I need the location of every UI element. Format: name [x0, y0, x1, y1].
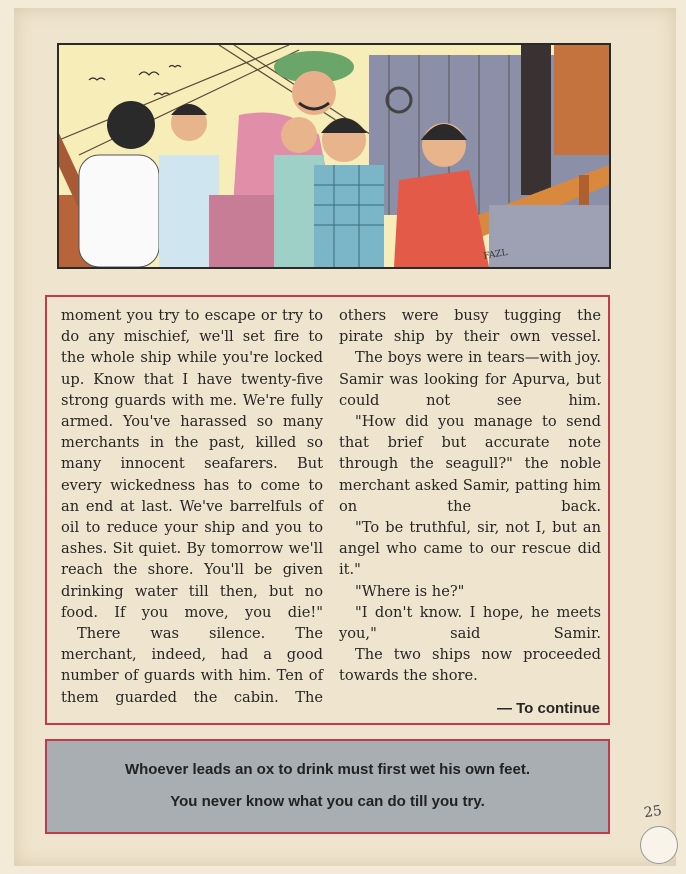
- story-paragraph: others were busy tugging the pirate ship by their own vessel.: [339, 307, 601, 346]
- story-paragraph: "I don't know. I hope, he meets you," said Samir.: [339, 603, 601, 643]
- story-illustration: [57, 43, 611, 269]
- story-text-box: [45, 295, 610, 725]
- story-paragraph: There was silence. The merchant, indeed, had a good number of guards with him. Ten of them guarded the cabin. The: [61, 625, 323, 706]
- story-paragraph: "To be truthful, sir, not I, but an angel who came to our rescue did it.": [339, 519, 601, 579]
- page-number: 25: [642, 802, 663, 822]
- library-stamp: [640, 826, 678, 864]
- moral-line-2: You never know what you can do till you try.: [170, 793, 485, 810]
- story-paragraph: "Where is he?": [355, 582, 465, 600]
- story-paragraph: "How did you manage to send that brief but accurate note through the seagull?" the noble merchant asked Samir, patting him on the back.: [339, 413, 601, 515]
- story-column-right: [339, 305, 601, 687]
- story-paragraph: moment you try to escape or try to do any mischief, we'll set fire to the whole ship while you're locked up. Know that I have twenty-five strong guards with me. We're fully armed. You've harassed so many merchants in the past, killed so many innocent seafarers. But every wickedness has to come to an end at last. We've barrelfuls of oil to reduce your ship and you to ashes. Sit quiet. By tomorrow we'll reach the shore. You'll be given drinking water till then, but no food. If you move, you die!": [61, 307, 323, 621]
- to-continue-label: — To continue: [496, 700, 600, 717]
- svg-text:FAZL: FAZL: [482, 247, 509, 262]
- moral-line-1: Whoever leads an ox to drink must first wet his own feet.: [124, 761, 531, 778]
- story-column-left: [61, 305, 323, 708]
- moral-box: [45, 739, 610, 834]
- story-paragraph: The two ships now proceeded towards the shore.: [339, 646, 601, 685]
- story-paragraph: The boys were in tears—with joy. Samir was looking for Apurva, but could not see him.: [339, 349, 601, 409]
